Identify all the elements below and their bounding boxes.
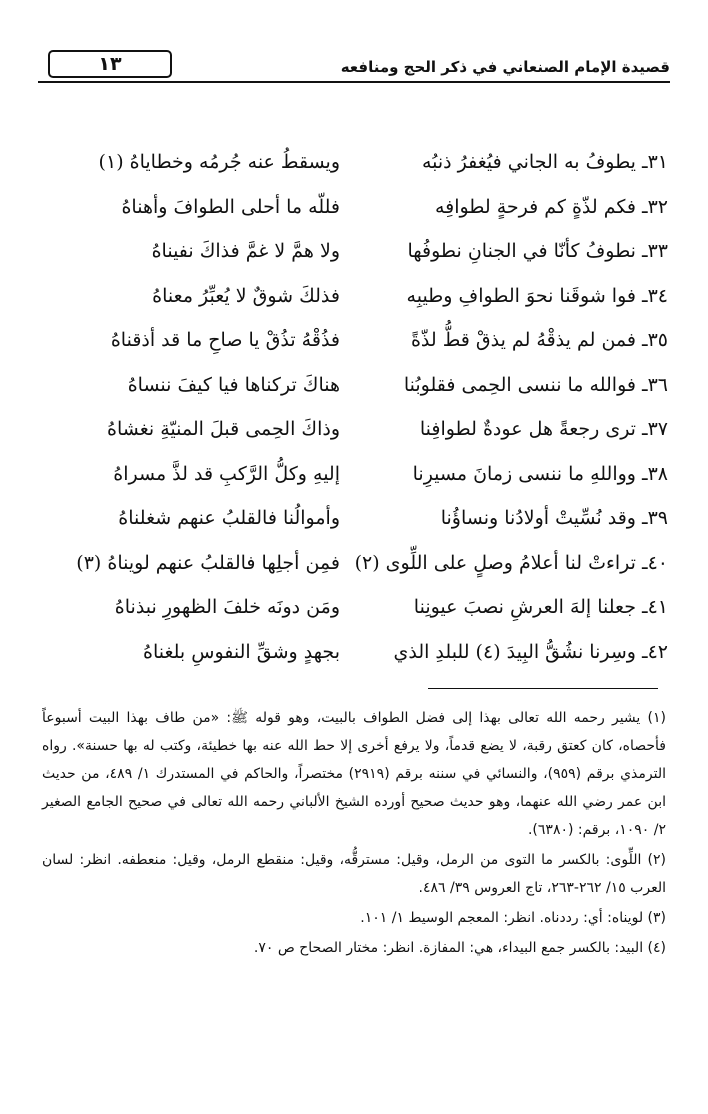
verse-row (40, 541, 668, 586)
verse-second-hemistich: فذُقْهُ تذُقْ يا صاحِ ما قد أذقناهُ (110, 329, 340, 352)
verse-first-hemistich: ٣٩ـ وقد نُسِّيتْ أولادُنا ونساؤُنا (440, 507, 668, 530)
footnote-divider (428, 688, 658, 689)
verse-second-hemistich: ومَن دونَه خلفَ الظهورِ نبذناهُ (114, 596, 340, 619)
verse-row (40, 185, 668, 230)
verse-row (40, 274, 668, 319)
verse-row (40, 452, 668, 497)
verse-first-hemistich: ٤١ـ جعلنا إلهَ العرشِ نصبَ عيونِنا (413, 596, 668, 619)
verse-row (40, 407, 668, 452)
footnote-4: (٤) البيد: بالكسر جمع البيداء، هي: المفازة. انظر: مختار الصحاح ص ٧٠. (253, 940, 666, 956)
verse-first-hemistich: ٣٤ـ فوا شوقَنا نحوَ الطوافِ وطيبِه (406, 284, 668, 307)
header-divider (38, 81, 670, 83)
verse-second-hemistich: فمِن أجلِها فالقلبُ عنهم لويناهُ (٣) (76, 551, 340, 574)
footnote-1: (١) يشير رحمه الله تعالى بهذا إلى فضل الطواف بالبيت، وهو قوله ﷺ: «من طاف بهذا البيت أسبوعاً فأحصاه، كان كعتق رقبة، لا يضع قدماً، ولا يرفع أخرى إلا حط الله عنه بها خطيئة، وكتب له بها حسنة». رواه الترمذي برقم (٩٥٩)، والنسائي في سننه برقم (٢٩١٩) مختصراً، والحاكم في المستدرك ١/ ٤٨٩، من حديث ابن عمر رضي الله عنهما، وهو حديث صحيح أورده الشيخ الألباني رحمه الله تعالى في صحيح الجامع الصغير ٢/ ١٠٩٠، برقم: (٦٣٨٠). (42, 710, 667, 838)
verse-second-hemistich: فللّه ما أحلى الطوافَ وأهناهُ (121, 195, 340, 218)
verse-first-hemistich: ٣٢ـ فكم لذّةٍ كم فرحةٍ لطوافِه (434, 195, 668, 218)
verse-second-hemistich: ولا همَّ لا غمَّ فذاكَ نفيناهُ (151, 240, 340, 263)
verse-first-hemistich: ٣٣ـ نطوفُ كأنّا في الجنانِ نطوفُها (407, 240, 668, 263)
verse-second-hemistich: وأموالُنا فالقلبُ عنهم شغلناهُ (118, 507, 340, 530)
verse-row (40, 585, 668, 630)
verse-first-hemistich: ٣٨ـ وواللهِ ما ننسى زمانَ مسيرِنا (412, 462, 668, 485)
footnotes (42, 704, 666, 964)
running-title: قصيدة الإمام الصنعاني في ذكر الحج ومنافعه (340, 58, 670, 76)
verse-first-hemistich: ٣٦ـ فوالله ما ننسى الحِمى فقلوبُنا (403, 373, 668, 396)
verse-row (40, 140, 668, 185)
verse-row (40, 363, 668, 408)
poem (40, 140, 668, 674)
page-number: ١٣ (48, 50, 172, 78)
verse-first-hemistich: ٣٥ـ فمن لم يذقْهُ لم يذقْ قطُّ لذّةً (410, 329, 668, 352)
footnote-3: (٣) لويناه: أي: رددناه. انظر: المعجم الوسيط ١/ ١٠١. (360, 910, 666, 926)
verse-second-hemistich: ويسقطُ عنه جُرمُه وخطاياهُ (١) (98, 151, 340, 174)
footnote-2: (٢) اللِّوى: بالكسر ما التوى من الرمل، وقيل: مسترقُّه، وقيل: منقطع الرمل، وقيل: منعطفه. انظر: لسان العرب ١٥/ ٢٦٢-٢٦٣، تاج العروس ٣٩/ ٤٨٦. (42, 852, 666, 896)
verse-first-hemistich: ٤٠ـ تراءتْ لنا أعلامُ وصلٍ على اللِّوى (٢) (354, 551, 668, 574)
verse-first-hemistich: ٣٧ـ ترى رجعةً هل عودةٌ لطوافِنا (419, 418, 668, 441)
verse-second-hemistich: وذاكَ الحِمى قبلَ المنيّةِ نغشاهُ (107, 418, 340, 441)
verse-second-hemistich: هناكَ تركناها فيا كيفَ ننساهُ (127, 373, 340, 396)
verse-second-hemistich: فذلكَ شوقٌ لا يُعبِّرُ معناهُ (152, 284, 340, 307)
verse-second-hemistich: بجهدٍ وشقِّ النفوسِ بلغناهُ (143, 640, 340, 663)
verse-first-hemistich: ٣١ـ يطوفُ به الجاني فيُغفرُ ذنبُه (421, 151, 668, 174)
verse-row (40, 496, 668, 541)
verse-second-hemistich: إليهِ وكلُّ الرَّكبِ قد لذَّ مسراهُ (113, 462, 340, 485)
verse-row (40, 630, 668, 675)
verse-row (40, 318, 668, 363)
verse-row (40, 229, 668, 274)
verse-first-hemistich: ٤٢ـ وسِرنا نشُقُّ البِيدَ (٤) للبلدِ الذي (393, 640, 668, 663)
page-header (38, 44, 670, 84)
